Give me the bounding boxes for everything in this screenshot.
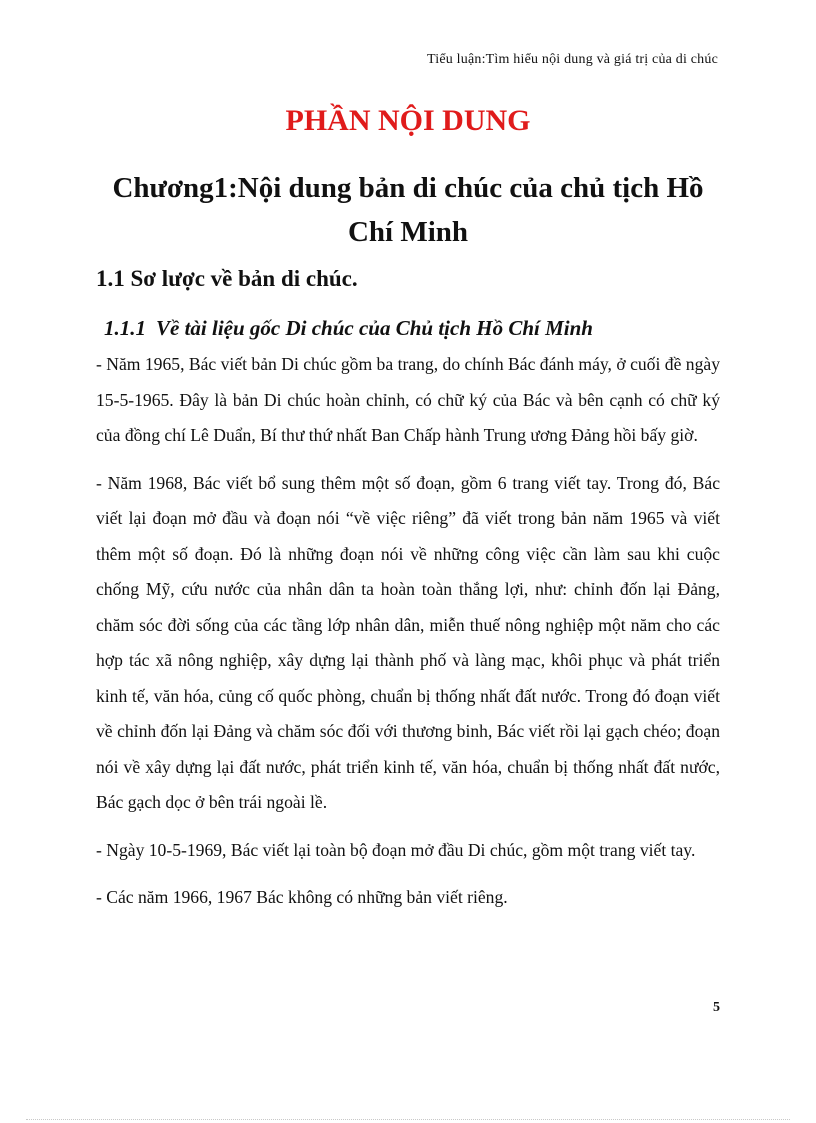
subsection-number: 1.1.1: [104, 316, 146, 340]
running-header: Tiểu luận:Tìm hiểu nội dung và giá trị của di chúc: [427, 52, 718, 67]
subsection-title-text: Về tài liệu gốc Di chúc của Chủ tịch Hồ Chí Minh: [156, 316, 593, 340]
body-text: [96, 347, 720, 928]
page-number: 5: [713, 1000, 720, 1015]
subsection-heading: [104, 316, 593, 341]
section-heading: 1.1 Sơ lược về bản di chúc.: [96, 266, 358, 291]
paragraph-1968: - Năm 1968, Bác viết bổ sung thêm một số đoạn, gồm 6 trang viết tay. Trong đó, Bác viết lại đoạn mở đầu và đoạn nói “về việc riêng” đã viết trong bản năm 1965 và viết thêm một số đoạn. Đó là những đoạn nói về những công việc cần làm sau khi cuộc chống Mỹ, cứu nước của nhân dân ta hoàn toàn thắng lợi, như: chỉnh đốn lại Đảng, chăm sóc đời sống của các tầng lớp nhân dân, miễn thuế nông nghiệp một năm cho các hợp tác xã nông nghiệp, xây dựng lại thành phố và làng mạc, khôi phục và phát triển kinh tế, văn hóa, củng cố quốc phòng, chuẩn bị thống nhất đất nước. Trong đó đoạn viết về chỉnh đốn lại Đảng và chăm sóc đối với thương binh, Bác viết rồi lại gạch chéo; đoạn nói về xây dựng lại đất nước, phát triển kinh tế, văn hóa, chuẩn bị thống nhất đất nước, Bác gạch dọc ở bên trái ngoài lề.: [96, 472, 720, 812]
paragraph-1966-1967: - Các năm 1966, 1967 Bác không có những bản viết riêng.: [96, 887, 508, 907]
page-edge-divider: [26, 1119, 790, 1120]
paragraph-1965: - Năm 1965, Bác viết bản Di chúc gồm ba trang, do chính Bác đánh máy, ở cuối đề ngày 15-5-1965. Đây là bản Di chúc hoàn chỉnh, có chữ ký của Bác và bên cạnh có chữ ký của đồng chí Lê Duẩn, Bí thư thứ nhất Ban Chấp hành Trung ương Đảng hồi bấy giờ.: [96, 354, 720, 445]
part-title: PHẦN NỘI DUNG: [285, 104, 531, 137]
paragraph-1969: - Ngày 10-5-1969, Bác viết lại toàn bộ đoạn mở đầu Di chúc, gồm một trang viết tay.: [96, 839, 696, 860]
chapter-title: Chương1:Nội dung bản di chúc của chủ tịch Hồ Chí Minh: [112, 172, 704, 248]
